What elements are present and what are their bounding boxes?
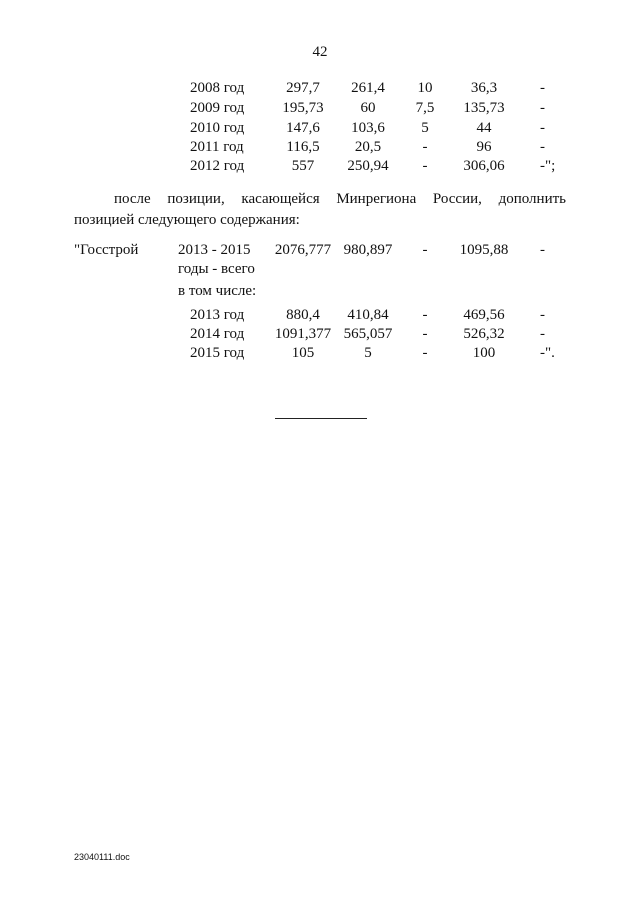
value-cell: - xyxy=(422,242,428,258)
value-cell: 880,4 xyxy=(286,307,320,323)
value-cell: 96 xyxy=(476,139,492,155)
value-cell: 195,73 xyxy=(282,100,324,116)
gosstroy-period-row xyxy=(0,261,640,281)
value-cell: 297,7 xyxy=(286,80,320,96)
value-cell: -"; xyxy=(540,158,556,174)
gosstroy-row xyxy=(0,242,640,262)
year-cell: 2013 год xyxy=(190,307,245,323)
period-cell: годы - всего xyxy=(178,261,255,277)
year-cell: 2008 год xyxy=(190,80,245,96)
year-cell: 2015 год xyxy=(190,345,245,361)
value-cell: - xyxy=(540,80,545,96)
value-cell: 306,06 xyxy=(463,158,505,174)
value-cell: 10 xyxy=(417,80,433,96)
value-cell: 250,94 xyxy=(347,158,389,174)
value-cell: - xyxy=(540,100,545,116)
value-cell: 261,4 xyxy=(351,80,385,96)
value-cell: - xyxy=(540,139,545,155)
value-cell: 469,56 xyxy=(463,307,505,323)
value-cell: - xyxy=(422,326,428,342)
including-row xyxy=(0,283,640,303)
year-cell: 2010 год xyxy=(190,120,245,136)
value-cell: 565,057 xyxy=(343,326,393,342)
value-cell: 105 xyxy=(291,345,315,361)
value-cell: - xyxy=(540,307,545,323)
value-cell: 116,5 xyxy=(286,139,320,155)
value-cell: - xyxy=(422,158,428,174)
table-row xyxy=(0,80,640,100)
table-row xyxy=(0,326,640,346)
value-cell: 44 xyxy=(476,120,492,136)
value-cell: - xyxy=(422,139,428,155)
value-cell: 1095,88 xyxy=(459,242,509,258)
separator-line xyxy=(275,418,367,419)
value-cell: - xyxy=(540,120,545,136)
value-cell: 1091,377 xyxy=(274,326,332,342)
value-cell: 557 xyxy=(291,158,315,174)
table-row xyxy=(0,345,640,365)
including-label: в том числе: xyxy=(178,283,257,299)
year-cell: 2014 год xyxy=(190,326,245,342)
table-row xyxy=(0,139,640,159)
paragraph-line: после позиции, касающейся Минрегиона России, дополнить xyxy=(114,191,566,207)
value-cell: 7,5 xyxy=(415,100,435,116)
year-cell: 2011 год xyxy=(190,139,244,155)
value-cell: 103,6 xyxy=(351,120,385,136)
table-row xyxy=(0,158,640,178)
value-cell: - xyxy=(422,345,428,361)
value-cell: 5 xyxy=(421,120,429,136)
value-cell: 980,897 xyxy=(343,242,393,258)
footer-filename: 23040111.doc xyxy=(74,852,130,862)
value-cell: 60 xyxy=(360,100,376,116)
value-cell: 135,73 xyxy=(463,100,505,116)
value-cell: - xyxy=(540,326,545,342)
value-cell: 2076,777 xyxy=(274,242,332,258)
value-cell: 147,6 xyxy=(286,120,320,136)
table-row xyxy=(0,307,640,327)
amendment-paragraph xyxy=(74,189,566,231)
paragraph-line: позицией следующего содержания: xyxy=(74,212,300,228)
value-cell: - xyxy=(422,307,428,323)
page-number: 42 xyxy=(312,44,328,60)
year-cell: 2012 год xyxy=(190,158,245,174)
table-row xyxy=(0,100,640,120)
organization-name: "Госстрой xyxy=(74,242,139,258)
value-cell: -". xyxy=(540,345,555,361)
value-cell: - xyxy=(540,242,545,258)
value-cell: 36,3 xyxy=(470,80,498,96)
value-cell: 526,32 xyxy=(463,326,505,342)
value-cell: 100 xyxy=(472,345,496,361)
value-cell: 410,84 xyxy=(347,307,389,323)
value-cell: 5 xyxy=(364,345,372,361)
period-cell: 2013 - 2015 xyxy=(178,242,251,258)
table-row xyxy=(0,120,640,140)
year-cell: 2009 год xyxy=(190,100,245,116)
value-cell: 20,5 xyxy=(354,139,382,155)
